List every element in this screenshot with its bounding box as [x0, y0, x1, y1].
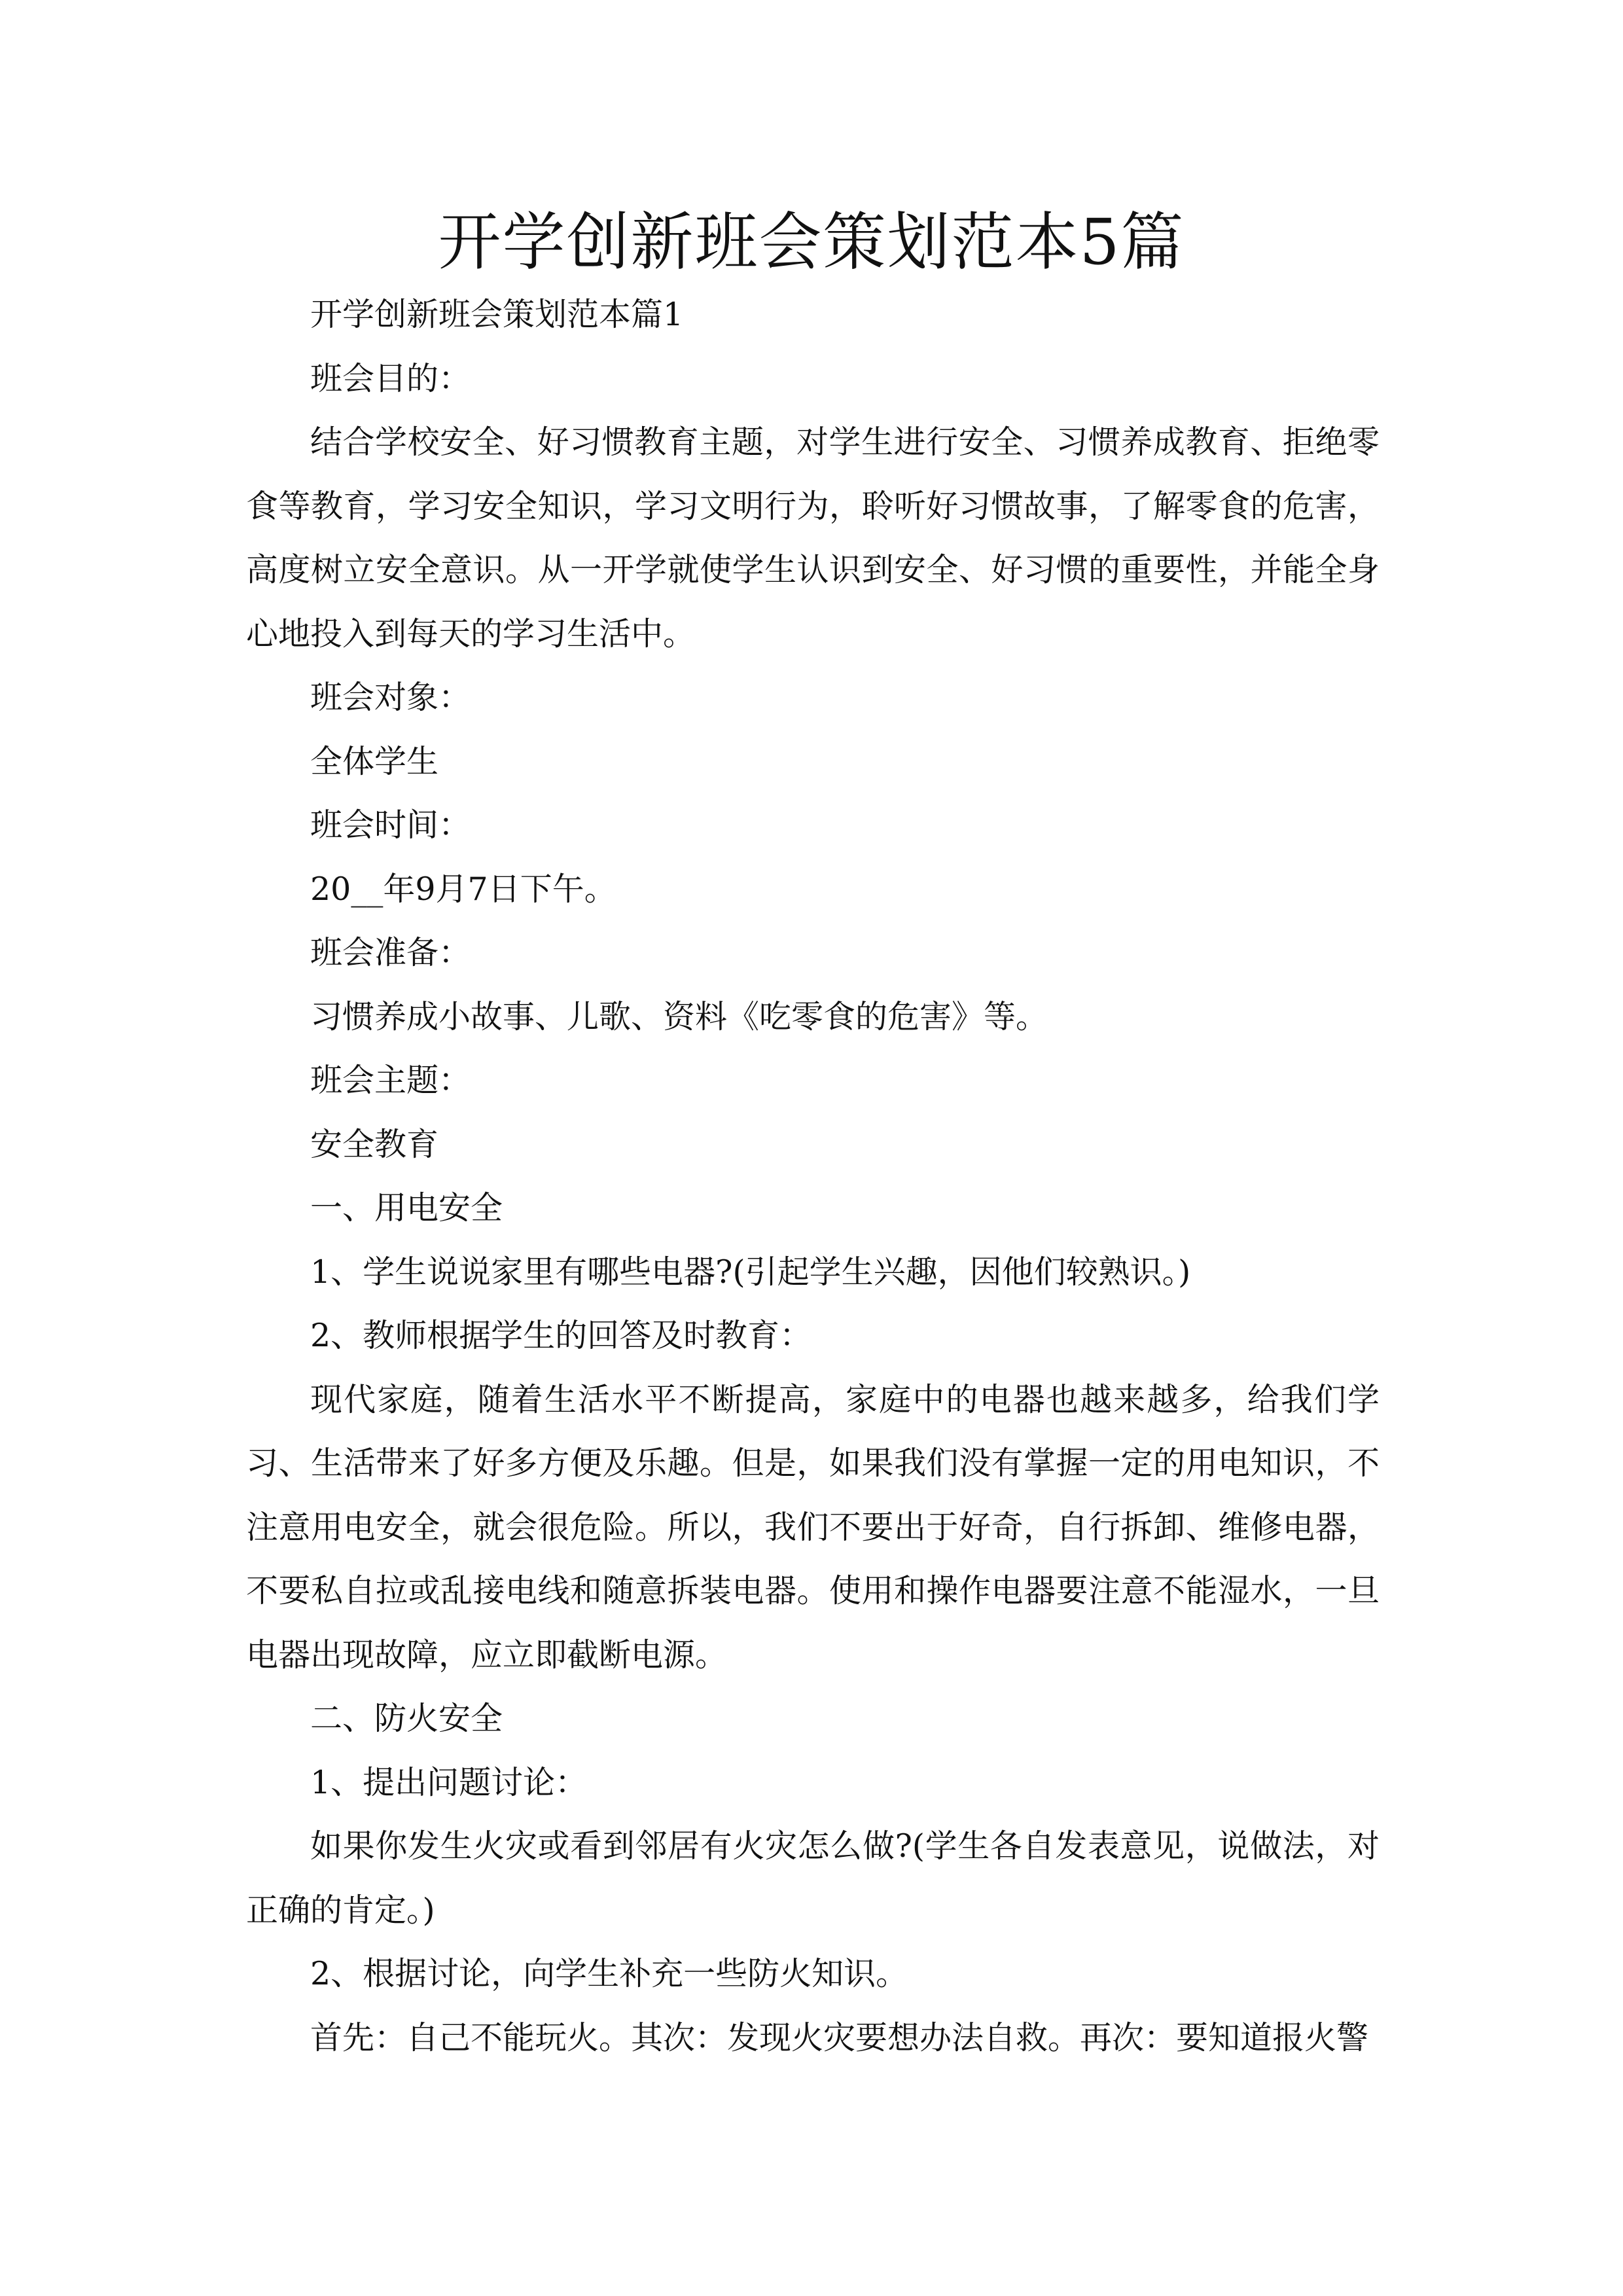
section-heading: 开学创新班会策划范本篇1 [310, 296, 684, 333]
paragraph: 全体学生 [310, 742, 439, 780]
paragraph: 班会对象： [310, 679, 471, 716]
document-title: 开学创新班会策划范本5篇 [438, 206, 1185, 279]
paragraph: 二、防火安全 [310, 1700, 503, 1737]
paragraph: 现代家庭，随着生活水平不断提高，家庭中的电器也越来越多，给我们学习、生活带来了好多方便及乐趣。但是，如果我们没有掌握一定的用电知识，不注意用电安全，就会很危险。所以，我们不要出于好奇，自行拆卸、维修电器，不要私自拉或乱接电线和随意拆装电器。使用和操作电器要注意不能湿水，一旦电器出现故障，应立即截断电源。 [246, 1380, 1380, 1674]
paragraph: 班会准备： [310, 934, 471, 971]
paragraph: 习惯养成小故事、儿歌、资料《吃零食的危害》等。 [310, 997, 1048, 1035]
paragraph: 2、根据讨论，向学生补充一些防火知识。 [310, 1955, 908, 1992]
paragraph: 班会目的： [310, 359, 471, 397]
paragraph: 如果你发生火灾或看到邻居有火灾怎么做?(学生各自发表意见，说做法，对正确的肯定。) [246, 1827, 1380, 1929]
document-body [246, 283, 1380, 2070]
paragraph: 班会主题： [310, 1062, 471, 1099]
paragraph: 班会时间： [310, 806, 471, 844]
paragraph: 1、提出问题讨论： [310, 1763, 588, 1801]
paragraph: 首先：自己不能玩火。其次：发现火灾要想办法自救。再次：要知道报火警 [310, 2018, 1369, 2056]
paragraph: 1、学生说说家里有哪些电器?(引起学生兴趣，因他们较熟识。) [310, 1253, 1191, 1291]
paragraph: 安全教育 [310, 1125, 439, 1163]
paragraph: 2、教师根据学生的回答及时教育： [310, 1317, 812, 1354]
paragraph: 20__年9月7日下午。 [310, 870, 616, 908]
paragraph: 一、用电安全 [310, 1189, 503, 1227]
paragraph: 结合学校安全、好习惯教育主题，对学生进行安全、习惯养成教育、拒绝零食等教育，学习安全知识，学习文明行为，聆听好习惯故事，了解零食的危害，高度树立安全意识。从一开学就使学生认识到安全、好习惯的重要性，并能全身心地投入到每天的学习生活中。 [246, 423, 1380, 653]
